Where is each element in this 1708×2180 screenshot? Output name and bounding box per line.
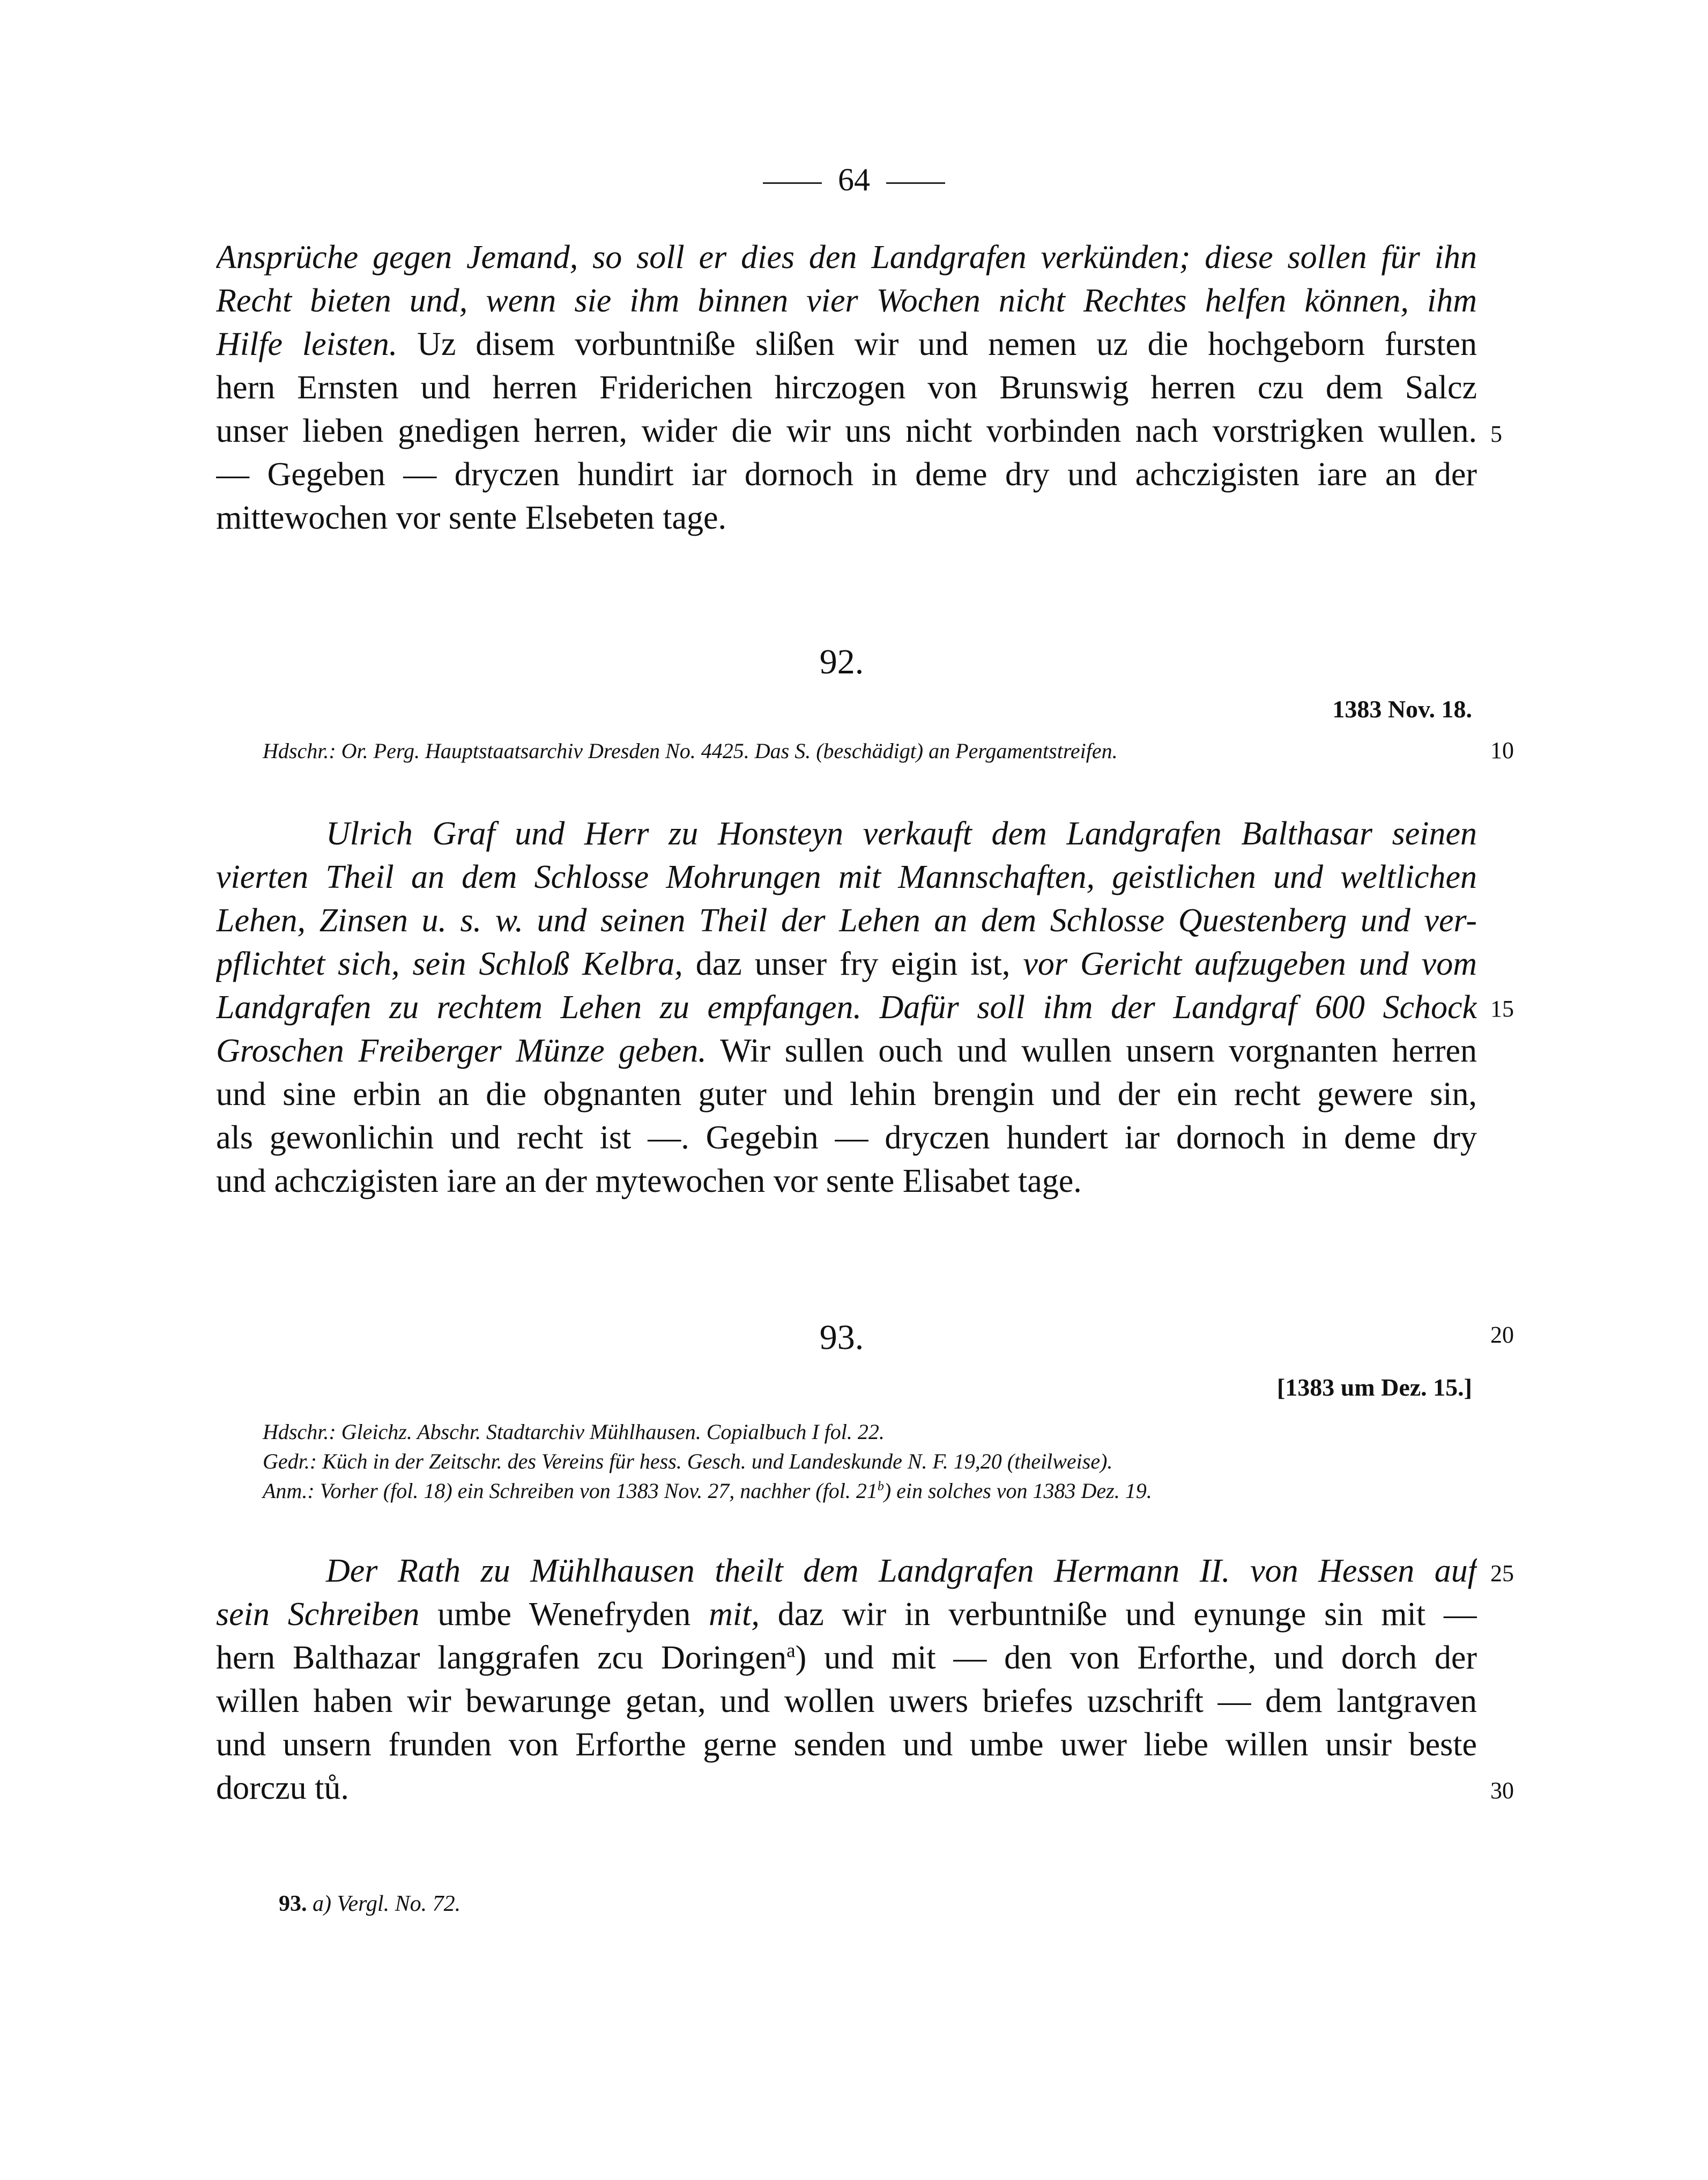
italic-segment: mit, (709, 1596, 760, 1633)
text-segment: Uz disem vorbuntniße slißen wir und nemen uz die hochgeborn fursten (397, 326, 1477, 362)
text-segment: umbe Wenefryden (419, 1596, 709, 1633)
continuation-text (216, 236, 1477, 540)
source-note-93-manuscript: Hdschr.: Gleichz. Abschr. Stadtarchiv Mühlhausen. Copialbuch I fol. 22. (263, 1420, 885, 1444)
text-segment: mittewochen vor sente Elsebeten tage. (216, 500, 727, 536)
italic-segment: Lehen, Zinsen u. s. w. und seinen Theil der Lehen an dem Schlosse Questenberg und ver- (216, 902, 1477, 939)
text-segment: und unsern frunden von Erforthe gerne senden und umbe uwer liebe willen unsir beste (216, 1726, 1477, 1763)
text-line (216, 986, 1477, 1029)
source-note-92: Hdschr.: Or. Perg. Hauptstaatsarchiv Dresden No. 4425. Das S. (beschädigt) an Pergamentstreifen. (263, 739, 1118, 763)
italic-segment: Recht bieten und, wenn sie ihm binnen vier Wochen nicht Rechtes helfen können, ihm (216, 283, 1477, 319)
text-segment: daz unser fry eigin ist, (682, 946, 1023, 982)
regest-text-92 (216, 812, 1477, 1203)
text-line (216, 236, 1477, 279)
text-line (216, 943, 1477, 986)
text-line (216, 1116, 1477, 1160)
line-number: 15 (1490, 996, 1514, 1022)
line-number: 30 (1490, 1777, 1514, 1804)
text-line (216, 856, 1477, 899)
text-line (216, 1073, 1477, 1116)
text-segment: hern Balthazar langgrafen zcu Doringen (216, 1640, 787, 1676)
text-segment: hern Ernsten und herren Friderichen hirczogen von Brunswig herren czu dem Salcz (216, 369, 1477, 406)
text-line (216, 323, 1477, 366)
text-segment: a (786, 1640, 796, 1662)
text-line (216, 1160, 1477, 1203)
italic-segment: sein Schreiben (216, 1596, 420, 1633)
text-line (216, 410, 1477, 453)
text-line (216, 1593, 1477, 1636)
line-number: 5 (1490, 421, 1502, 447)
regest-text-93 (216, 1549, 1477, 1810)
text-segment: ) und mit — den von Erforthe, und dorch der (795, 1640, 1477, 1676)
text-segment: daz wir in verbuntniße und eynunge sin mit — (759, 1596, 1477, 1633)
text-line (216, 279, 1477, 323)
text-segment: und achczigisten iare an der mytewochen vor sente Elisabet tage. (216, 1163, 1082, 1199)
italic-segment: vierten Theil an dem Schlosse Mohrungen mit Mannschaften, geistlichen und weltlichen (216, 859, 1477, 895)
page-number-header (693, 161, 1015, 198)
text-segment: unser lieben gnedigen herren, wider die wir uns nicht vorbinden nach vorstrigken wullen. (216, 413, 1477, 449)
text-line (216, 1549, 1477, 1593)
source-note-93-remark (263, 1477, 1469, 1505)
text-line (216, 899, 1477, 943)
document-date-92: 1383 Nov. 18. (1332, 695, 1472, 723)
text-segment: und sine erbin an die obgnanten guter und lehin brengin und der ein recht gewere sin, (216, 1076, 1477, 1113)
italic-segment: Landgrafen zu rechtem Lehen zu empfangen. Dafür soll ihm der Landgraf 600 Schock (216, 989, 1477, 1026)
footnote-text: a) Vergl. No. 72. (313, 1892, 461, 1916)
italic-segment: Ansprüche gegen Jemand, so soll er dies den Landgrafen verkünden; diese sollen für ihn (216, 239, 1477, 276)
footnote (279, 1890, 922, 1918)
text-line (216, 812, 1477, 856)
italic-segment: Hilfe leisten. (216, 326, 398, 362)
text-segment: dorczu tů. (216, 1770, 349, 1806)
source-note-93-printed: Gedr.: Küch in der Zeitschr. des Vereins für hess. Gesch. und Landeskunde N. F. 19,20 (theilweise). (263, 1449, 1113, 1473)
header-rule-right (886, 182, 945, 184)
document-date-93: [1383 um Dez. 15.] (1276, 1374, 1472, 1401)
document-number-92: 92. (819, 642, 864, 681)
text-segment: als gewonlichin und recht ist —. Gegebin — dryczen hundert iar dornoch in deme dry (216, 1119, 1477, 1156)
page-number: 64 (838, 162, 870, 197)
text-line (216, 1636, 1477, 1680)
italic-segment: Groschen Freiberger Münze geben. (216, 1033, 707, 1069)
text-segment: willen haben wir bewarunge getan, und wollen uwers briefes uzschrift — dem lantgraven (216, 1683, 1477, 1719)
line-number: 25 (1490, 1560, 1514, 1586)
text-line (216, 496, 1477, 540)
text-line (216, 1767, 1477, 1810)
superscript: b (877, 1479, 884, 1494)
italic-segment: Ulrich Graf und Herr zu Honsteyn verkauft dem Landgrafen Balthasar seinen (326, 815, 1477, 852)
remark-text: Anm.: Vorher (fol. 18) ein Schreiben von 1383 Nov. 27, nachher (fol. 21$^b$) ein solches von 1383 Dez. 19. (263, 1479, 1152, 1503)
italic-segment: Der Rath zu Mühlhausen theilt dem Landgrafen Hermann II. von Hessen auf (326, 1553, 1477, 1589)
document-number-93: 93. (819, 1318, 864, 1357)
italic-segment: pflichtet sich, sein Schloß Kelbra, (216, 946, 683, 982)
text-line (216, 1680, 1477, 1723)
text-line (216, 453, 1477, 496)
line-number: 10 (1490, 737, 1514, 763)
text-line (216, 1029, 1477, 1073)
text-line (216, 1723, 1477, 1767)
text-segment: — Gegeben — dryczen hundirt iar dornoch in deme dry und achczigisten iare an der (216, 456, 1477, 493)
header-rule-left (763, 182, 822, 184)
text-line (216, 366, 1477, 410)
text-segment: Wir sullen ouch und wullen unsern vorgnanten herren (706, 1033, 1477, 1069)
italic-segment: vor Gericht aufzugeben und vom (1023, 946, 1477, 982)
footnote-number: 93. (279, 1892, 307, 1916)
line-number: 20 (1490, 1322, 1514, 1348)
